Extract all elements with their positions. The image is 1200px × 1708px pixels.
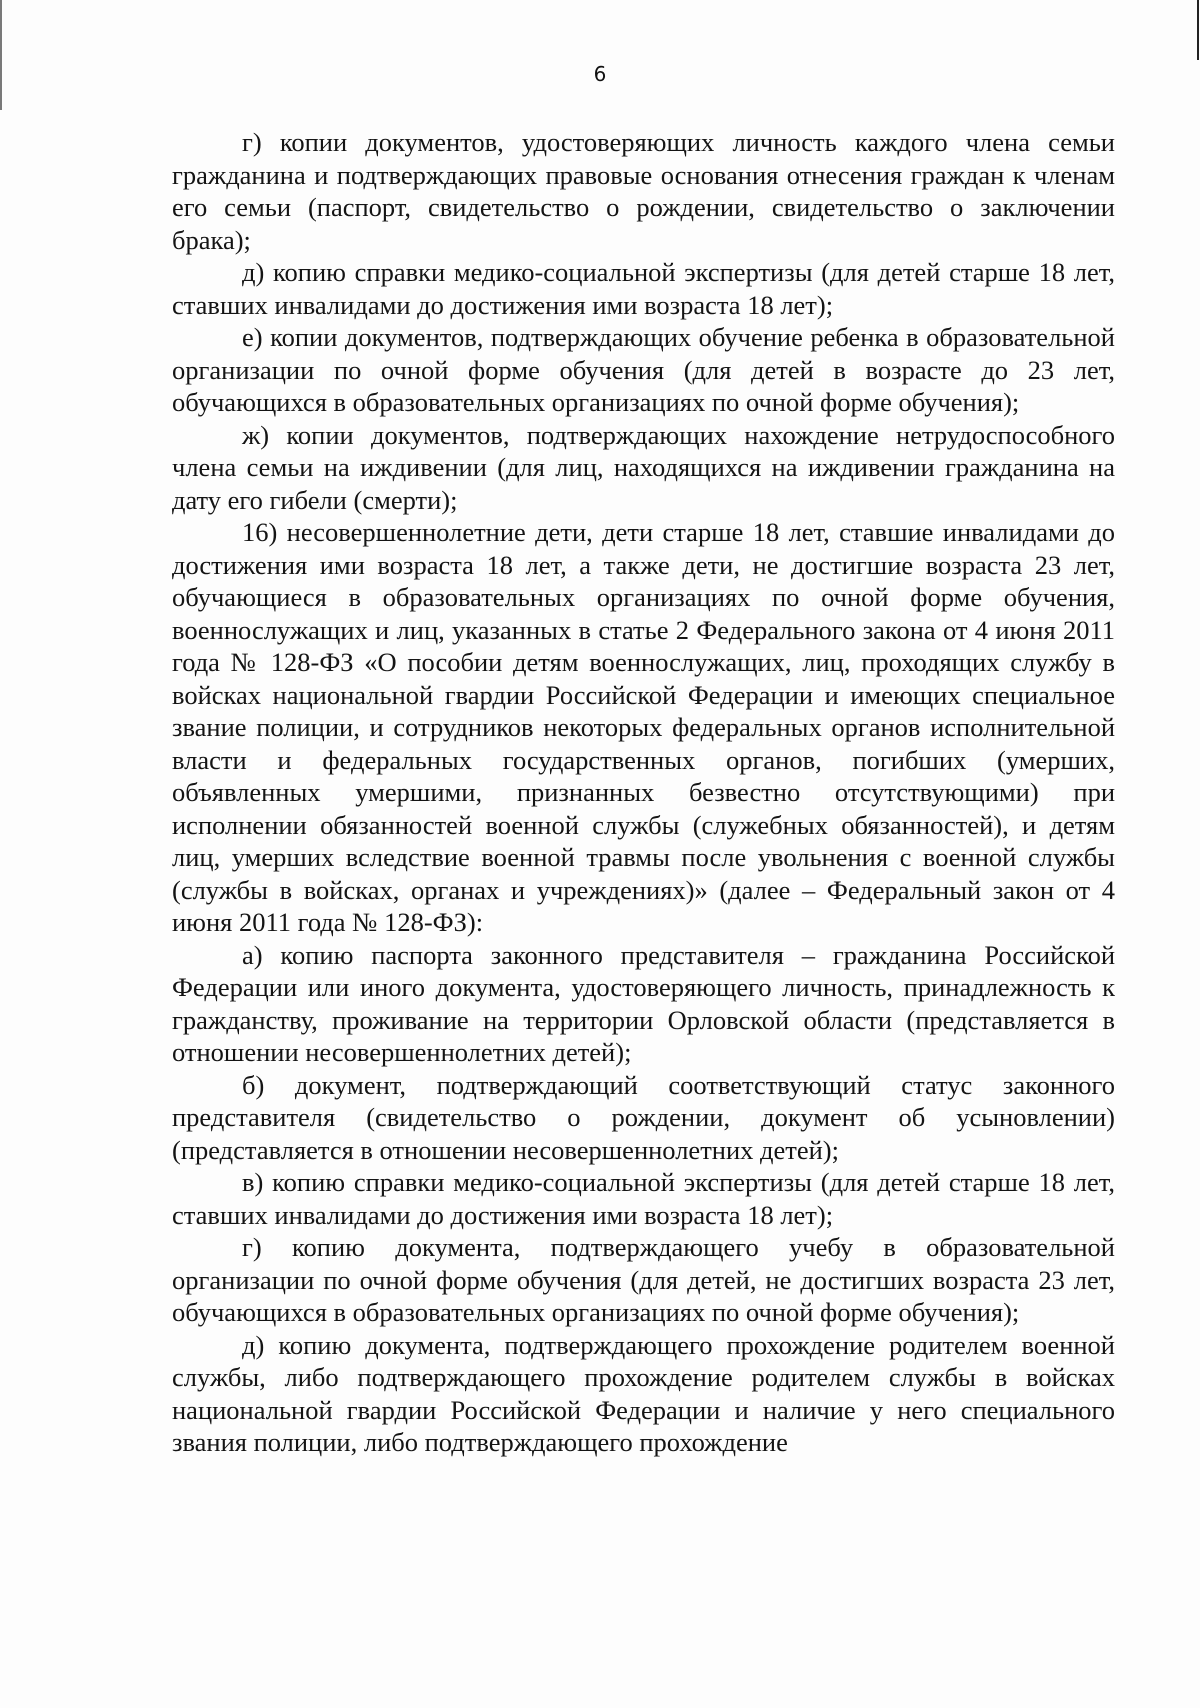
paragraph-d-medical-expertise: д) копию справки медико-социальной экспертизы (для детей старше 18 лет, ставших инвалидами до достижения ими возраста 18 лет); [172, 257, 1115, 320]
paragraph-a-passport-copy: а) копию паспорта законного представителя – гражданина Российской Федерации или иного документа, удостоверяющего личность, принадлежность к гражданству, проживание на территории Орловской области (представляется в отношении несовершеннолетних детей); [172, 939, 1115, 1067]
page-number: 6 [593, 62, 607, 86]
paragraph-zh-dependency-documents: ж) копии документов, подтверждающих нахождение нетрудоспособного члена семьи на иждивении (для лиц, находящихся на иждивении гражданина на дату его гибели (смерти); [172, 419, 1115, 515]
paragraph-b-status-document: б) документ, подтверждающий соответствующий статус законного представителя (свидетельство о рождении, документ об усыновлении) (представляется в отношении несовершеннолетних детей); [172, 1069, 1115, 1165]
paragraph-g-family-documents: г) копии документов, удостоверяющих личность каждого члена семьи гражданина и подтверждающих правовые основания отнесения граждан к членам его семьи (паспорт, свидетельство о рождении, свидетельство о заключении брака); [172, 127, 1115, 255]
paragraph-16-children: 16) несовершеннолетние дети, дети старше 18 лет, ставшие инвалидами до достижения ими возраста 18 лет, а также дети, не достигшие возраста 23 лет, обучающиеся в образовательных организациях по очной форме обучения, военнослужащих и лиц, указанных в статье 2 Федерального закона от 4 июня 2011 года № 128-ФЗ «О пособии детям военнослужащих, лиц, проходящих службу в войсках национальной гвардии Российской Федерации и имеющих специальное звание полиции, и сотрудников некоторых федеральных органов исполнительной власти и федеральных государственных органов, погибших (умерших, объявленных умершими, признанных безвестно отсутствующими) при исполнении обязанностей военной службы (служебных обязанностей), и детям лиц, умерших вследствие военной травмы после увольнения с военной службы (службы в войсках, органах и учреждениях)» (далее – Федеральный закон от 4 июня 2011 года № 128-ФЗ): [172, 517, 1115, 937]
paragraph-g-study-document: г) копию документа, подтверждающего учебу в образовательной организации по очной форме обучения (для детей, не достигших возраста 23 лет, обучающихся в образовательных организациях по очной форме обучения); [172, 1232, 1115, 1327]
paragraph-d-service-document: д) копию документа, подтверждающего прохождение родителем военной службы, либо подтверждающего прохождение родителем службы в войсках национальной гвардии Российской Федерации и наличие у него специального звания полиции, либо подтверждающего прохождение [172, 1329, 1115, 1457]
paragraph-e-education-documents: е) копии документов, подтверждающих обучение ребенка в образовательной организации по очной форме обучения (для детей в возрасте до 23 лет, обучающихся в образовательных организациях по очной форме обучения); [172, 322, 1115, 417]
paragraph-v-medical-expertise: в) копию справки медико-социальной экспертизы (для детей старше 18 лет, ставших инвалидами до достижения ими возраста 18 лет); [172, 1167, 1115, 1230]
body-text [172, 126, 1115, 1459]
scan-edge-left [0, 0, 2, 110]
scan-edge-right [1197, 0, 1199, 60]
